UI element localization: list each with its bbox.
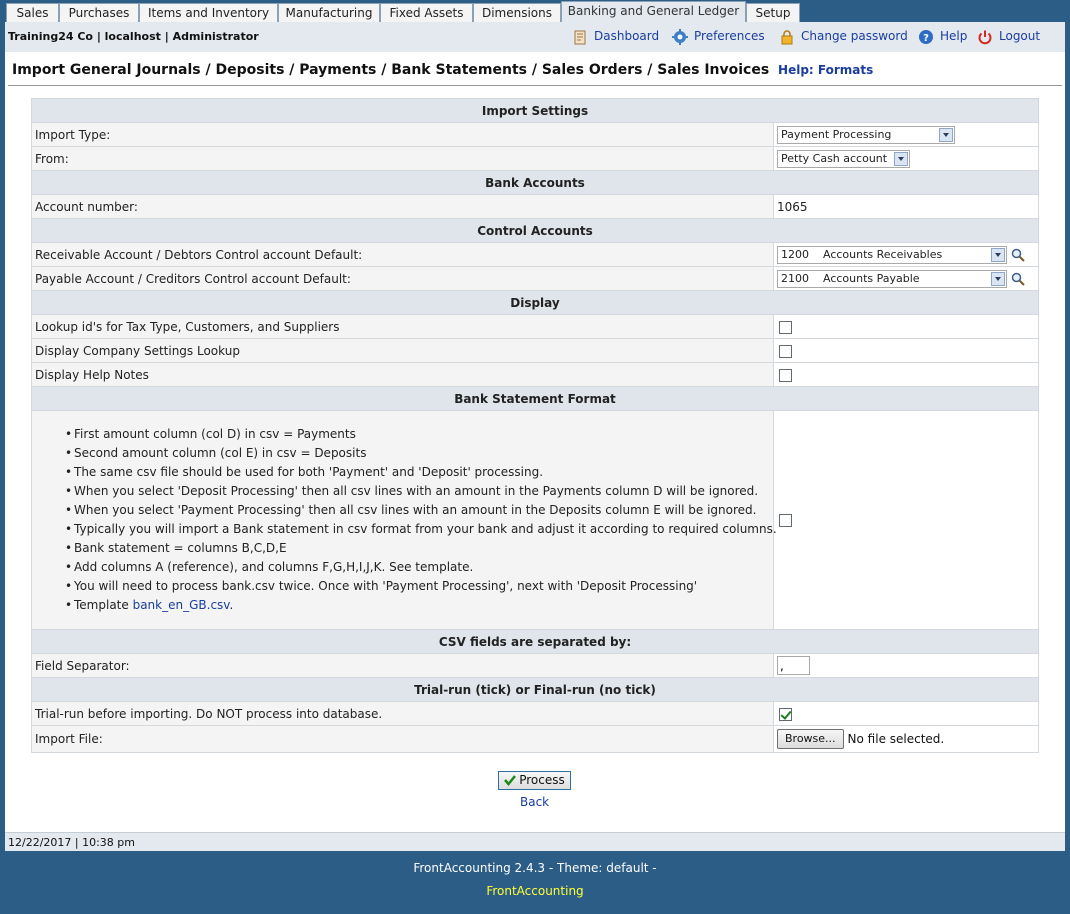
section-display: Display [32,291,1039,315]
list-item: • When you select 'Deposit Processing' then all csv lines with an amount in the Payments column D will be ignored. [65,482,773,501]
process-button[interactable] [498,771,571,790]
help-formats-link[interactable]: Help: Formats [778,63,874,77]
list-item: • Add columns A (reference), and columns F,G,H,I,J,K. See template. [65,558,773,577]
chevron-down-icon [939,128,953,142]
checkmark-icon [504,774,516,786]
receivable-account-code: 1200 [781,247,809,261]
from-account-select[interactable] [777,150,910,168]
tab-dimensions[interactable]: Dimensions [473,3,561,23]
svg-text:?: ? [923,33,929,44]
tab-manufacturing[interactable]: Manufacturing [278,3,380,23]
from-account-value: Petty Cash account [781,151,888,165]
import-type-label: Import Type: [32,123,774,147]
datetime-display: 12/22/2017 | 10:38 pm [8,836,135,849]
import-file-label: Import File: [32,726,774,753]
chevron-down-icon [991,272,1005,286]
section-control-accounts: Control Accounts [32,219,1039,243]
tab-banking-general-ledger[interactable]: Banking and General Ledger [561,1,746,23]
receivable-account-label: Receivable Account / Debtors Control account Default: [32,243,774,267]
help-notes-label: Display Help Notes [32,363,774,387]
template-download-link[interactable]: bank_en_GB.csv [132,598,230,612]
change-password-label: Change password [801,29,908,43]
logout-label: Logout [999,29,1041,43]
payable-account-code: 2100 [781,271,809,285]
import-settings-table [31,98,1039,753]
header-bar [5,22,1065,52]
dashboard-label: Dashboard [594,29,660,43]
tab-items-and-inventory[interactable]: Items and Inventory [139,3,278,23]
company-info: Training24 Co | localhost | Administrator [8,30,259,43]
template-suffix: . [229,598,234,612]
list-item [65,596,773,615]
list-item: • Typically you will import a Bank statement in csv format from your bank and adjust it according to required columns. [65,520,773,539]
company-lookup-label: Display Company Settings Lookup [32,339,774,363]
help-notes-checkbox[interactable] [779,369,792,382]
main-panel [5,22,1065,849]
chevron-down-icon [894,152,908,166]
notes-list [32,425,777,615]
footer-link[interactable]: FrontAccounting [486,884,584,898]
tab-sales[interactable]: Sales [6,3,59,23]
lookup-ids-checkbox[interactable] [779,321,792,334]
payable-account-select[interactable] [777,270,1007,288]
browse-button[interactable]: Browse... [777,729,844,749]
power-icon [977,29,993,45]
page-title-text: Import General Journals / Deposits / Payments / Bank Statements / Sales Orders / Sales Invoices [12,62,770,78]
footer-version: FrontAccounting 2.4.3 - Theme: default - [413,861,657,875]
search-icon[interactable] [1011,248,1025,262]
account-number-value: 1065 [774,195,1039,219]
list-item: • You will need to process bank.csv twice. Once with 'Payment Processing', next with 'Deposit Processing' [65,577,773,596]
import-type-select[interactable] [777,126,955,144]
bank-statement-checkbox[interactable] [779,514,792,527]
list-item: • First amount column (col D) in csv = Payments [65,425,773,444]
list-item: • The same csv file should be used for both 'Payment' and 'Deposit' processing. [65,463,773,482]
bank-statement-notes [32,411,777,630]
section-bank-accounts: Bank Accounts [32,171,1039,195]
file-status: No file selected. [847,732,945,746]
section-csv-separator: CSV fields are separated by: [32,630,1039,654]
field-separator-input[interactable] [777,656,810,675]
help-label: Help [940,29,968,43]
lock-icon [779,29,795,45]
receivable-account-select[interactable] [777,246,1007,264]
list-item: • Bank statement = columns B,C,D,E [65,539,773,558]
help-icon [918,29,934,45]
import-type-value: Payment Processing [781,127,892,141]
search-icon[interactable] [1011,272,1025,286]
payable-account-label: Payable Account / Creditors Control account Default: [32,267,774,291]
section-import-settings: Import Settings [32,99,1039,123]
list-item: • Second amount column (col E) in csv = Deposits [65,444,773,463]
trial-run-checkbox[interactable] [779,708,792,721]
status-bar [5,832,1065,851]
list-item: • When you select 'Payment Processing' then all csv lines with an amount in the Deposits column E will be ignored. [65,501,773,520]
section-bank-statement-format: Bank Statement Format [32,387,1039,411]
gear-icon [672,29,688,45]
trial-run-label: Trial-run before importing. Do NOT process into database. [32,702,774,726]
module-tabs [0,0,1070,22]
section-trial-run: Trial-run (tick) or Final-run (no tick) [32,678,1039,702]
preferences-label: Preferences [694,29,765,43]
dashboard-icon [572,29,588,45]
tab-fixed-assets[interactable]: Fixed Assets [380,3,473,23]
tab-setup[interactable]: Setup [746,3,800,23]
field-separator-label: Field Separator: [32,654,774,678]
page-title [12,62,873,78]
company-lookup-checkbox[interactable] [779,345,792,358]
title-divider [8,85,1062,86]
process-label: Process [519,773,565,787]
receivable-account-name: Accounts Receivables [823,247,943,261]
back-link[interactable]: Back [520,795,550,809]
lookup-ids-label: Lookup id's for Tax Type, Customers, and Suppliers [32,315,774,339]
template-prefix: Template [74,598,133,612]
from-label: From: [32,147,774,171]
account-number-label: Account number: [32,195,774,219]
payable-account-name: Accounts Payable [823,271,920,285]
tab-purchases[interactable]: Purchases [59,3,139,23]
chevron-down-icon [991,248,1005,262]
